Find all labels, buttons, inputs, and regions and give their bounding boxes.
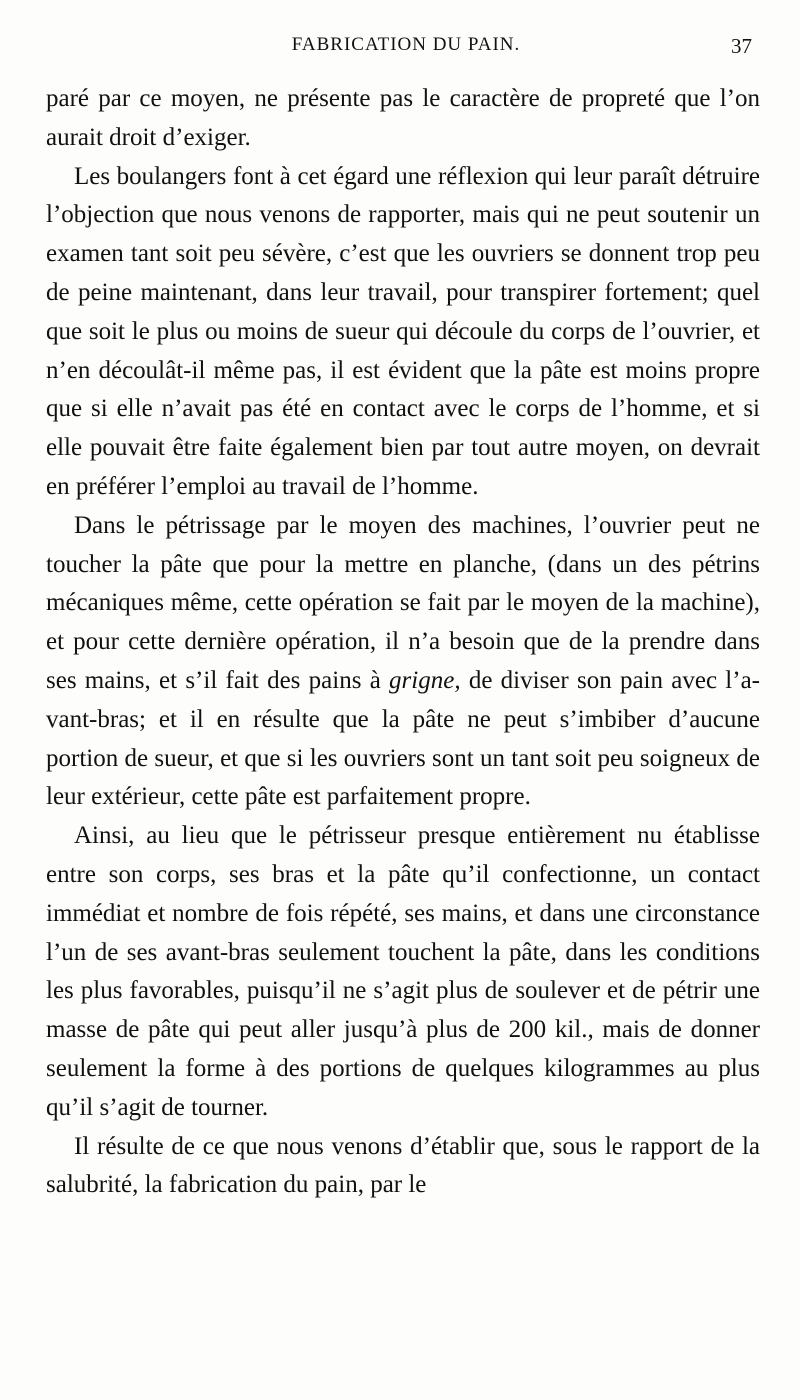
page-header xyxy=(60,34,752,74)
paragraph-text-segment: de diviser son pain avec l’avant-bras; et il en résulte que la pâte ne peut s’imbiber d’aucune portion de sueur, et que si les ouvriers sont un tant soit peu soigneux de leur extérieur, cette pâte est parfaitement propre. xyxy=(46,666,760,811)
paragraph-machines xyxy=(46,507,760,817)
paragraph-boulangers: Les boulangers font à cet égard une réflexion qui leur paraît détruire l’objection que nous venons de rapporter, mais qui ne peut soutenir un examen tant soit peu sévère, c’est que les ouvriers se donnent trop peu de peine maintenant, dans leur travail, pour transpirer fortement; quel que soit le plus ou moins de sueur qui découle du corps de l’ouvrier, et n’en découlât-il même pas, il est évident que la pâte est moins propre que si elle n’avait pas été en contact avec le corps de l’homme, et si elle pouvait être faite également bien par tout autre moyen, on devrait en préférer l’emploi au travail de l’homme. xyxy=(46,162,760,500)
paragraph-resulte: Il résulte de ce que nous venons d’établir que, sous le rapport de la salubrité, la fabrication du pain, par le xyxy=(46,1132,760,1199)
italic-term: grigne, xyxy=(389,666,461,694)
page-number: 37 xyxy=(731,34,752,58)
paragraph-ainsi: Ainsi, au lieu que le pétrisseur presque entièrement nu établisse entre son corps, ses bras et la pâte qu’il confectionne, un contact immédiat et nombre de fois répété, ses mains, et dans une circonstance l’un de ses avant-bras seulement touchent la pâte, dans les conditions les plus favorables, puisqu’il ne s’agit plus de soulever et de pétrir une masse de pâte qui peut aller jusqu’à plus de 200 kil., mais de donner seulement la forme à des portions de quelques kilogrammes au plus qu’il s’agit de tourner. xyxy=(46,822,760,1121)
paragraph-text-segment: Dans le pétrissage par le moyen des machines, l’ouvrier peut ne toucher la pâte que pour la mettre en planche, (dans un des pétrins mécaniques même, cette opération se fait par le moyen de la machine), et pour cette dernière opération, il n’a besoin que de la prendre dans ses mains, et s’il fait des pains à xyxy=(46,511,760,694)
paragraph-continuation: paré par ce moyen, ne présente pas le caractère de propreté que l’on aurait droit d’exiger. xyxy=(46,85,760,151)
running-title: FABRICATION DU PAIN. xyxy=(291,34,521,55)
page-body xyxy=(46,80,760,1205)
